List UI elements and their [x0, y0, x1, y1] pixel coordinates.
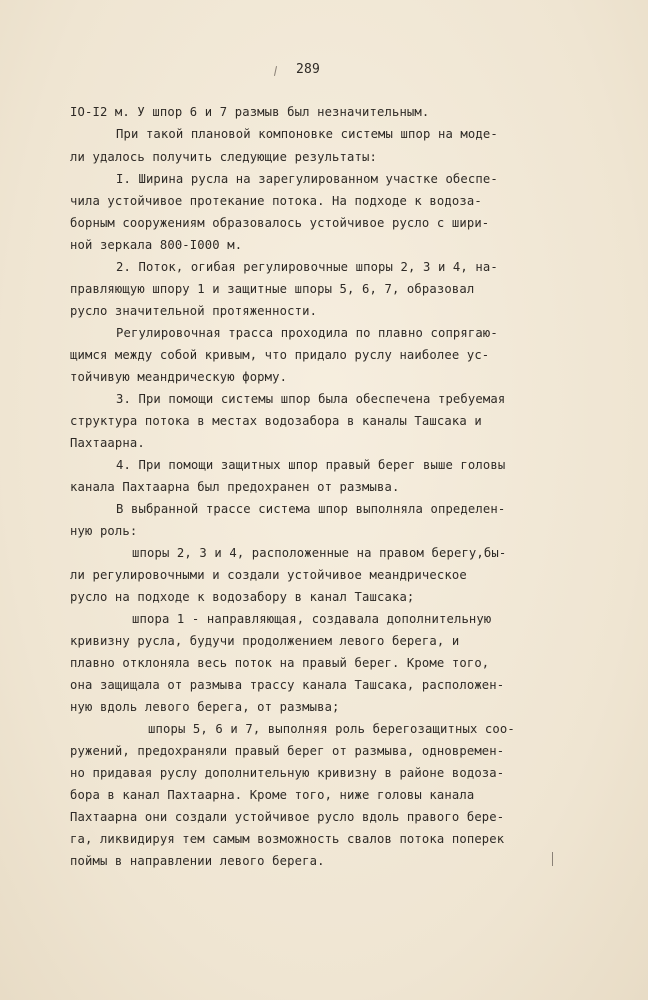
- text-line: шпоры 5, 6 и 7, выполняя роль берегозащитных соо-: [148, 722, 515, 736]
- text-line: борным сооружениям образовалось устойчивое русло с шири-: [70, 216, 490, 230]
- text-line: плавно отклоняла весь поток на правый берег. Кроме того,: [70, 656, 490, 670]
- text-line: Регулировочная трасса проходила по плавно сопрягаю-: [116, 326, 498, 340]
- text-line: поймы в направлении левого берега.: [70, 854, 325, 868]
- text-line: шпоры 2, 3 и 4, расположенные на правом берегу,бы-: [132, 546, 507, 560]
- text-line: ной зеркала 800-I000 м.: [70, 238, 243, 252]
- text-line: га, ликвидируя тем самым возможность свалов потока поперек: [70, 832, 505, 846]
- text-line: 3. При помощи системы шпор была обеспечена требуемая: [116, 392, 506, 406]
- text-line: но придавая руслу дополнительную кривизну в районе водоза-: [70, 766, 505, 780]
- text-line: русло на подходе к водозабору в канал Ташсака;: [70, 590, 415, 604]
- text-line: ли удалось получить следующие результаты:: [70, 150, 377, 164]
- text-line: 4. При помощи защитных шпор правый берег выше головы: [116, 458, 506, 472]
- text-line: тойчивую меандрическую форму.: [70, 370, 288, 384]
- text-line: ную вдоль левого берега, от размыва;: [70, 700, 340, 714]
- text-line: В выбранной трассе система шпор выполняла определен-: [116, 502, 506, 516]
- text-line: бора в канал Пахтаарна. Кроме того, ниже головы канала: [70, 788, 475, 802]
- text-line: При такой плановой компоновке системы шпор на моде-: [116, 127, 498, 141]
- text-line: структура потока в местах водозабора в каналы Ташсака и: [70, 414, 482, 428]
- text-line: IO-I2 м. У шпор 6 и 7 размыв был незначительным.: [70, 105, 430, 119]
- text-line: правляющую шпору 1 и защитные шпоры 5, 6, 7, образовал: [70, 282, 475, 296]
- text-line: 2. Поток, огибая регулировочные шпоры 2, 3 и 4, на-: [116, 260, 498, 274]
- text-line: ружений, предохраняли правый берег от размыва, одновремен-: [70, 744, 505, 758]
- text-line: Пахтаарна они создали устойчивое русло вдоль правого бере-: [70, 810, 505, 824]
- text-line: ли регулировочными и создали устойчивое меандрическое: [70, 568, 467, 582]
- text-line: шпора 1 - направляющая, создавала дополнительную: [132, 612, 492, 626]
- text-line: кривизну русла, будучи продолжением левого берега, и: [70, 634, 460, 648]
- text-line: ную роль:: [70, 524, 138, 538]
- text-line: Пахтаарна.: [70, 436, 145, 450]
- text-line: чила устойчивое протекание потока. На подходе к водоза-: [70, 194, 482, 208]
- text-line: I. Ширина русла на зарегулированном участке обеспе-: [116, 172, 498, 186]
- text-line: русло значительной протяженности.: [70, 304, 318, 318]
- page-number: 289: [296, 62, 320, 77]
- text-line: она защищала от размыва трассу канала Ташсака, расположен-: [70, 678, 505, 692]
- text-line: щимся между собой кривым, что придало руслу наиболее ус-: [70, 348, 490, 362]
- text-line: канала Пахтаарна был предохранен от размыва.: [70, 480, 400, 494]
